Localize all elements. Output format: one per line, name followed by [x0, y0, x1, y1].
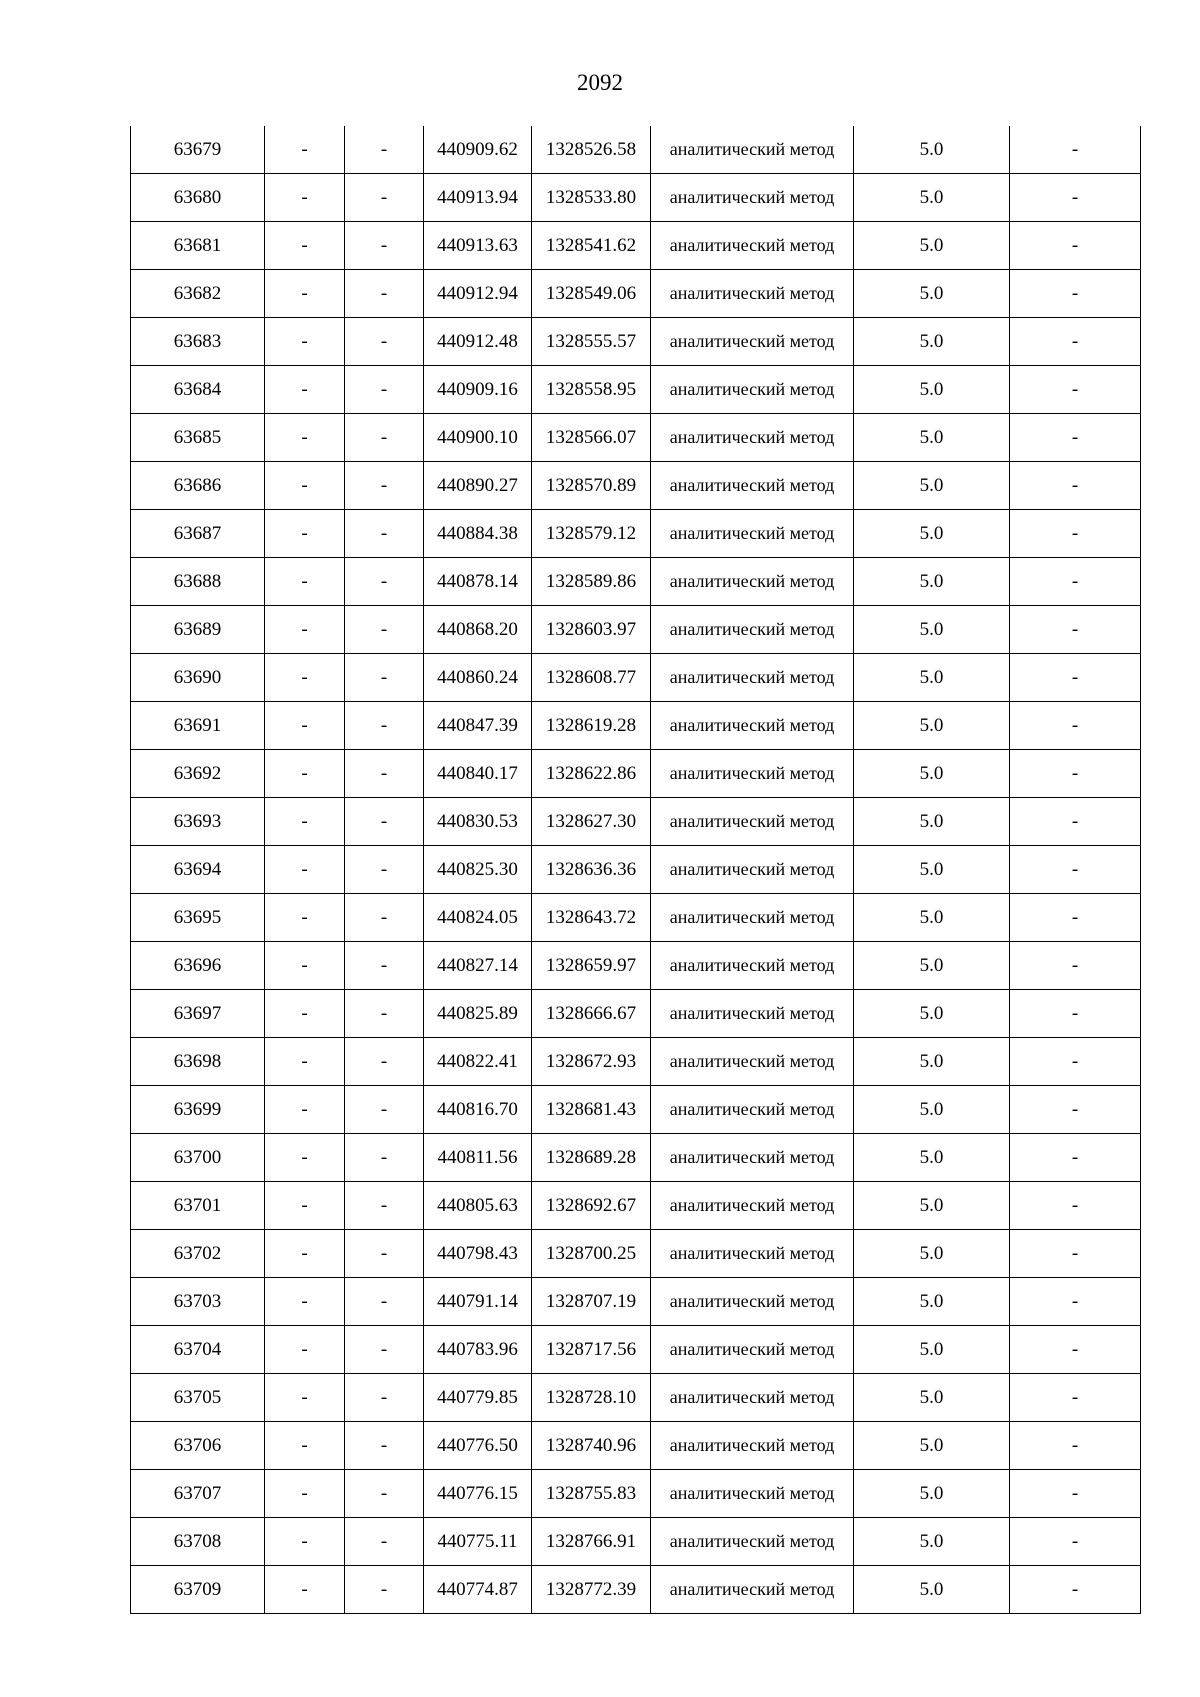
dash-cell: -	[345, 270, 424, 318]
accuracy-cell: 5.0	[854, 798, 1010, 846]
dash-cell: -	[265, 702, 345, 750]
accuracy-cell: 5.0	[854, 894, 1010, 942]
accuracy-cell: 5.0	[854, 510, 1010, 558]
dash-cell: -	[265, 1230, 345, 1278]
accuracy-cell: 5.0	[854, 1086, 1010, 1134]
y-coordinate-cell: 1328772.39	[532, 1566, 651, 1614]
note-cell: -	[1010, 318, 1141, 366]
y-coordinate-cell: 1328707.19	[532, 1278, 651, 1326]
note-cell: -	[1010, 1470, 1141, 1518]
point-number-cell: 63690	[131, 654, 265, 702]
point-number-cell: 63683	[131, 318, 265, 366]
dash-cell: -	[265, 1278, 345, 1326]
dash-cell: -	[265, 846, 345, 894]
point-number-cell: 63706	[131, 1422, 265, 1470]
dash-cell: -	[345, 702, 424, 750]
dash-cell: -	[345, 510, 424, 558]
point-number-cell: 63679	[131, 126, 265, 174]
note-cell: -	[1010, 702, 1141, 750]
point-number-cell: 63682	[131, 270, 265, 318]
x-coordinate-cell: 440913.63	[424, 222, 532, 270]
method-cell: аналитический метод	[651, 1470, 854, 1518]
accuracy-cell: 5.0	[854, 366, 1010, 414]
y-coordinate-cell: 1328766.91	[532, 1518, 651, 1566]
point-number-cell: 63694	[131, 846, 265, 894]
dash-cell: -	[345, 1470, 424, 1518]
x-coordinate-cell: 440825.30	[424, 846, 532, 894]
accuracy-cell: 5.0	[854, 1470, 1010, 1518]
table-row	[131, 1326, 1141, 1374]
y-coordinate-cell: 1328566.07	[532, 414, 651, 462]
table-row	[131, 366, 1141, 414]
y-coordinate-cell: 1328570.89	[532, 462, 651, 510]
x-coordinate-cell: 440776.15	[424, 1470, 532, 1518]
accuracy-cell: 5.0	[854, 702, 1010, 750]
table-row	[131, 1278, 1141, 1326]
accuracy-cell: 5.0	[854, 462, 1010, 510]
y-coordinate-cell: 1328689.28	[532, 1134, 651, 1182]
x-coordinate-cell: 440779.85	[424, 1374, 532, 1422]
method-cell: аналитический метод	[651, 1422, 854, 1470]
dash-cell: -	[265, 1134, 345, 1182]
accuracy-cell: 5.0	[854, 558, 1010, 606]
table-row	[131, 414, 1141, 462]
table-row	[131, 1086, 1141, 1134]
x-coordinate-cell: 440909.62	[424, 126, 532, 174]
point-number-cell: 63685	[131, 414, 265, 462]
point-number-cell: 63691	[131, 702, 265, 750]
note-cell: -	[1010, 798, 1141, 846]
method-cell: аналитический метод	[651, 894, 854, 942]
method-cell: аналитический метод	[651, 798, 854, 846]
y-coordinate-cell: 1328579.12	[532, 510, 651, 558]
point-number-cell: 63681	[131, 222, 265, 270]
y-coordinate-cell: 1328627.30	[532, 798, 651, 846]
method-cell: аналитический метод	[651, 990, 854, 1038]
table-row	[131, 270, 1141, 318]
dash-cell: -	[265, 1566, 345, 1614]
method-cell: аналитический метод	[651, 510, 854, 558]
point-number-cell: 63703	[131, 1278, 265, 1326]
dash-cell: -	[345, 798, 424, 846]
x-coordinate-cell: 440847.39	[424, 702, 532, 750]
note-cell: -	[1010, 222, 1141, 270]
point-number-cell: 63709	[131, 1566, 265, 1614]
method-cell: аналитический метод	[651, 318, 854, 366]
point-number-cell: 63688	[131, 558, 265, 606]
dash-cell: -	[265, 270, 345, 318]
y-coordinate-cell: 1328558.95	[532, 366, 651, 414]
point-number-cell: 63684	[131, 366, 265, 414]
y-coordinate-cell: 1328549.06	[532, 270, 651, 318]
table-row	[131, 558, 1141, 606]
table-row	[131, 606, 1141, 654]
dash-cell: -	[265, 1470, 345, 1518]
page-number: 2092	[577, 70, 623, 95]
dash-cell: -	[265, 1086, 345, 1134]
y-coordinate-cell: 1328555.57	[532, 318, 651, 366]
coordinates-table	[130, 126, 1141, 1614]
accuracy-cell: 5.0	[854, 654, 1010, 702]
y-coordinate-cell: 1328717.56	[532, 1326, 651, 1374]
table-row	[131, 462, 1141, 510]
y-coordinate-cell: 1328740.96	[532, 1422, 651, 1470]
y-coordinate-cell: 1328643.72	[532, 894, 651, 942]
x-coordinate-cell: 440825.89	[424, 990, 532, 1038]
method-cell: аналитический метод	[651, 462, 854, 510]
dash-cell: -	[345, 942, 424, 990]
method-cell: аналитический метод	[651, 1230, 854, 1278]
point-number-cell: 63692	[131, 750, 265, 798]
dash-cell: -	[265, 318, 345, 366]
note-cell: -	[1010, 270, 1141, 318]
dash-cell: -	[265, 654, 345, 702]
method-cell: аналитический метод	[651, 1086, 854, 1134]
table-row	[131, 942, 1141, 990]
note-cell: -	[1010, 126, 1141, 174]
dash-cell: -	[265, 1518, 345, 1566]
method-cell: аналитический метод	[651, 1374, 854, 1422]
y-coordinate-cell: 1328533.80	[532, 174, 651, 222]
table-row	[131, 174, 1141, 222]
point-number-cell: 63707	[131, 1470, 265, 1518]
x-coordinate-cell: 440884.38	[424, 510, 532, 558]
y-coordinate-cell: 1328755.83	[532, 1470, 651, 1518]
y-coordinate-cell: 1328619.28	[532, 702, 651, 750]
accuracy-cell: 5.0	[854, 222, 1010, 270]
dash-cell: -	[265, 606, 345, 654]
x-coordinate-cell: 440776.50	[424, 1422, 532, 1470]
accuracy-cell: 5.0	[854, 1326, 1010, 1374]
method-cell: аналитический метод	[651, 366, 854, 414]
y-coordinate-cell: 1328636.36	[532, 846, 651, 894]
dash-cell: -	[345, 1134, 424, 1182]
x-coordinate-cell: 440912.48	[424, 318, 532, 366]
method-cell: аналитический метод	[651, 1038, 854, 1086]
note-cell: -	[1010, 558, 1141, 606]
note-cell: -	[1010, 1326, 1141, 1374]
dash-cell: -	[265, 222, 345, 270]
dash-cell: -	[265, 414, 345, 462]
dash-cell: -	[345, 174, 424, 222]
y-coordinate-cell: 1328672.93	[532, 1038, 651, 1086]
point-number-cell: 63708	[131, 1518, 265, 1566]
table-row	[131, 1374, 1141, 1422]
table-row	[131, 846, 1141, 894]
x-coordinate-cell: 440798.43	[424, 1230, 532, 1278]
y-coordinate-cell: 1328541.62	[532, 222, 651, 270]
note-cell: -	[1010, 174, 1141, 222]
dash-cell: -	[345, 1374, 424, 1422]
method-cell: аналитический метод	[651, 126, 854, 174]
method-cell: аналитический метод	[651, 606, 854, 654]
method-cell: аналитический метод	[651, 942, 854, 990]
point-number-cell: 63689	[131, 606, 265, 654]
accuracy-cell: 5.0	[854, 1134, 1010, 1182]
note-cell: -	[1010, 1278, 1141, 1326]
dash-cell: -	[265, 558, 345, 606]
x-coordinate-cell: 440868.20	[424, 606, 532, 654]
dash-cell: -	[265, 942, 345, 990]
note-cell: -	[1010, 510, 1141, 558]
dash-cell: -	[345, 366, 424, 414]
table-row	[131, 1470, 1141, 1518]
dash-cell: -	[345, 990, 424, 1038]
dash-cell: -	[345, 894, 424, 942]
y-coordinate-cell: 1328681.43	[532, 1086, 651, 1134]
method-cell: аналитический метод	[651, 654, 854, 702]
x-coordinate-cell: 440774.87	[424, 1566, 532, 1614]
dash-cell: -	[265, 750, 345, 798]
table-row	[131, 126, 1141, 174]
accuracy-cell: 5.0	[854, 174, 1010, 222]
y-coordinate-cell: 1328589.86	[532, 558, 651, 606]
table-row	[131, 798, 1141, 846]
method-cell: аналитический метод	[651, 1566, 854, 1614]
dash-cell: -	[345, 1278, 424, 1326]
point-number-cell: 63686	[131, 462, 265, 510]
dash-cell: -	[345, 1230, 424, 1278]
accuracy-cell: 5.0	[854, 1566, 1010, 1614]
y-coordinate-cell: 1328526.58	[532, 126, 651, 174]
accuracy-cell: 5.0	[854, 414, 1010, 462]
table-row	[131, 1422, 1141, 1470]
y-coordinate-cell: 1328622.86	[532, 750, 651, 798]
table-row	[131, 654, 1141, 702]
dash-cell: -	[265, 990, 345, 1038]
table-row	[131, 1230, 1141, 1278]
note-cell: -	[1010, 750, 1141, 798]
dash-cell: -	[265, 510, 345, 558]
x-coordinate-cell: 440878.14	[424, 558, 532, 606]
dash-cell: -	[345, 1182, 424, 1230]
dash-cell: -	[345, 750, 424, 798]
point-number-cell: 63704	[131, 1326, 265, 1374]
method-cell: аналитический метод	[651, 414, 854, 462]
x-coordinate-cell: 440912.94	[424, 270, 532, 318]
table-row	[131, 1566, 1141, 1614]
method-cell: аналитический метод	[651, 702, 854, 750]
y-coordinate-cell: 1328659.97	[532, 942, 651, 990]
accuracy-cell: 5.0	[854, 1278, 1010, 1326]
note-cell: -	[1010, 1038, 1141, 1086]
dash-cell: -	[345, 558, 424, 606]
y-coordinate-cell: 1328692.67	[532, 1182, 651, 1230]
accuracy-cell: 5.0	[854, 990, 1010, 1038]
x-coordinate-cell: 440816.70	[424, 1086, 532, 1134]
note-cell: -	[1010, 414, 1141, 462]
y-coordinate-cell: 1328608.77	[532, 654, 651, 702]
dash-cell: -	[345, 1326, 424, 1374]
note-cell: -	[1010, 1374, 1141, 1422]
accuracy-cell: 5.0	[854, 1230, 1010, 1278]
x-coordinate-cell: 440824.05	[424, 894, 532, 942]
method-cell: аналитический метод	[651, 174, 854, 222]
point-number-cell: 63701	[131, 1182, 265, 1230]
method-cell: аналитический метод	[651, 222, 854, 270]
dash-cell: -	[345, 462, 424, 510]
accuracy-cell: 5.0	[854, 1182, 1010, 1230]
method-cell: аналитический метод	[651, 1278, 854, 1326]
x-coordinate-cell: 440791.14	[424, 1278, 532, 1326]
note-cell: -	[1010, 1230, 1141, 1278]
table-row	[131, 1038, 1141, 1086]
note-cell: -	[1010, 366, 1141, 414]
dash-cell: -	[345, 1566, 424, 1614]
accuracy-cell: 5.0	[854, 126, 1010, 174]
dash-cell: -	[345, 222, 424, 270]
table-row	[131, 1518, 1141, 1566]
note-cell: -	[1010, 942, 1141, 990]
method-cell: аналитический метод	[651, 846, 854, 894]
point-number-cell: 63697	[131, 990, 265, 1038]
point-number-cell: 63700	[131, 1134, 265, 1182]
point-number-cell: 63698	[131, 1038, 265, 1086]
dash-cell: -	[265, 1182, 345, 1230]
table-row	[131, 990, 1141, 1038]
x-coordinate-cell: 440775.11	[424, 1518, 532, 1566]
point-number-cell: 63696	[131, 942, 265, 990]
accuracy-cell: 5.0	[854, 318, 1010, 366]
accuracy-cell: 5.0	[854, 750, 1010, 798]
accuracy-cell: 5.0	[854, 1038, 1010, 1086]
y-coordinate-cell: 1328666.67	[532, 990, 651, 1038]
x-coordinate-cell: 440805.63	[424, 1182, 532, 1230]
point-number-cell: 63705	[131, 1374, 265, 1422]
accuracy-cell: 5.0	[854, 270, 1010, 318]
x-coordinate-cell: 440830.53	[424, 798, 532, 846]
accuracy-cell: 5.0	[854, 1422, 1010, 1470]
note-cell: -	[1010, 462, 1141, 510]
dash-cell: -	[345, 1518, 424, 1566]
y-coordinate-cell: 1328603.97	[532, 606, 651, 654]
x-coordinate-cell: 440827.14	[424, 942, 532, 990]
accuracy-cell: 5.0	[854, 1518, 1010, 1566]
dash-cell: -	[265, 462, 345, 510]
table-row	[131, 222, 1141, 270]
note-cell: -	[1010, 1182, 1141, 1230]
dash-cell: -	[345, 846, 424, 894]
y-coordinate-cell: 1328700.25	[532, 1230, 651, 1278]
point-number-cell: 63695	[131, 894, 265, 942]
point-number-cell: 63687	[131, 510, 265, 558]
x-coordinate-cell: 440840.17	[424, 750, 532, 798]
point-number-cell: 63680	[131, 174, 265, 222]
method-cell: аналитический метод	[651, 1134, 854, 1182]
x-coordinate-cell: 440822.41	[424, 1038, 532, 1086]
accuracy-cell: 5.0	[854, 606, 1010, 654]
dash-cell: -	[265, 366, 345, 414]
y-coordinate-cell: 1328728.10	[532, 1374, 651, 1422]
dash-cell: -	[345, 126, 424, 174]
x-coordinate-cell: 440860.24	[424, 654, 532, 702]
x-coordinate-cell: 440913.94	[424, 174, 532, 222]
dash-cell: -	[265, 1422, 345, 1470]
accuracy-cell: 5.0	[854, 1374, 1010, 1422]
accuracy-cell: 5.0	[854, 942, 1010, 990]
x-coordinate-cell: 440811.56	[424, 1134, 532, 1182]
dash-cell: -	[265, 894, 345, 942]
point-number-cell: 63702	[131, 1230, 265, 1278]
table-row	[131, 702, 1141, 750]
method-cell: аналитический метод	[651, 750, 854, 798]
point-number-cell: 63699	[131, 1086, 265, 1134]
dash-cell: -	[345, 318, 424, 366]
dash-cell: -	[345, 1086, 424, 1134]
x-coordinate-cell: 440890.27	[424, 462, 532, 510]
method-cell: аналитический метод	[651, 558, 854, 606]
note-cell: -	[1010, 1086, 1141, 1134]
dash-cell: -	[345, 606, 424, 654]
dash-cell: -	[345, 414, 424, 462]
method-cell: аналитический метод	[651, 270, 854, 318]
method-cell: аналитический метод	[651, 1182, 854, 1230]
note-cell: -	[1010, 990, 1141, 1038]
method-cell: аналитический метод	[651, 1518, 854, 1566]
note-cell: -	[1010, 654, 1141, 702]
dash-cell: -	[345, 1422, 424, 1470]
dash-cell: -	[265, 126, 345, 174]
x-coordinate-cell: 440909.16	[424, 366, 532, 414]
note-cell: -	[1010, 1518, 1141, 1566]
x-coordinate-cell: 440900.10	[424, 414, 532, 462]
dash-cell: -	[265, 1326, 345, 1374]
accuracy-cell: 5.0	[854, 846, 1010, 894]
note-cell: -	[1010, 606, 1141, 654]
dash-cell: -	[265, 798, 345, 846]
note-cell: -	[1010, 1422, 1141, 1470]
note-cell: -	[1010, 846, 1141, 894]
table-row	[131, 1134, 1141, 1182]
point-number-cell: 63693	[131, 798, 265, 846]
dash-cell: -	[265, 1374, 345, 1422]
dash-cell: -	[345, 654, 424, 702]
dash-cell: -	[345, 1038, 424, 1086]
dash-cell: -	[265, 174, 345, 222]
table-row	[131, 750, 1141, 798]
dash-cell: -	[265, 1038, 345, 1086]
table-row	[131, 318, 1141, 366]
x-coordinate-cell: 440783.96	[424, 1326, 532, 1374]
note-cell: -	[1010, 894, 1141, 942]
table-body	[131, 126, 1141, 1614]
table-row	[131, 894, 1141, 942]
note-cell: -	[1010, 1134, 1141, 1182]
note-cell: -	[1010, 1566, 1141, 1614]
method-cell: аналитический метод	[651, 1326, 854, 1374]
table-row	[131, 510, 1141, 558]
table-row	[131, 1182, 1141, 1230]
